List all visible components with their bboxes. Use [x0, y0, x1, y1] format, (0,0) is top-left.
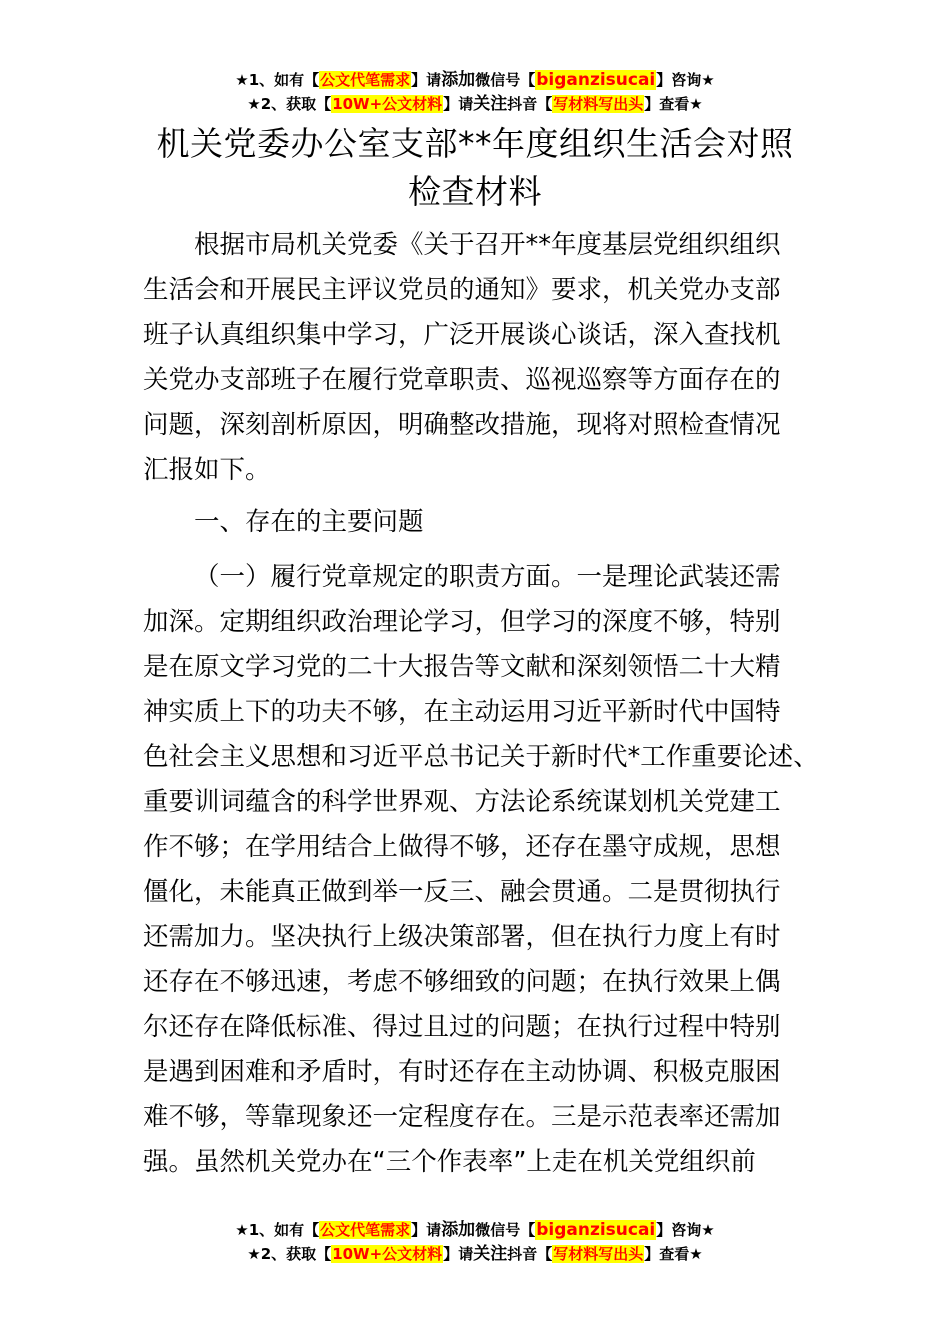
banner-line-2: ★2、获取【10W+公文材料】请关注抖音【写材料写出头】查看★ — [247, 1244, 703, 1264]
title-line: 机关党委办公室支部**年度组织生活会对照 — [156, 124, 794, 163]
text-line: 还需加力。坚决执行上级决策部署，但在执行力度上有时 — [143, 922, 781, 952]
text-line: 色社会主义思想和习近平总书记关于新时代*工作重要论述、 — [143, 742, 819, 772]
banner-line-1: ★1、如有【公文代笔需求】请添加微信号【biganzisucai】咨询★ — [235, 1220, 715, 1240]
bottom-banner — [0, 1218, 950, 1266]
banner-douyin-id: 写材料写出头 — [553, 1245, 644, 1263]
text-line: 生活会和开展民主评议党员的通知》要求，机关党办支部 — [143, 275, 781, 305]
title-line: 检查材料 — [408, 172, 542, 211]
banner-highlight: 10W+公文材料 — [332, 1245, 443, 1263]
text-line: 班子认真组织集中学习，广泛开展谈心谈话，深入查找机 — [143, 320, 781, 350]
text-line: 加深。定期组织政治理论学习，但学习的深度不够，特别 — [143, 607, 781, 637]
banner-douyin-id: 写材料写出头 — [553, 95, 644, 113]
problems-paragraph — [143, 555, 819, 1185]
banner-line-1: ★1、如有【公文代笔需求】请添加微信号【biganzisucai】咨询★ — [235, 70, 715, 90]
text-line: 作不够；在学用结合上做得不够，还存在墨守成规，思想 — [143, 832, 781, 862]
banner-highlight: 10W+公文材料 — [332, 95, 443, 113]
intro-paragraph — [143, 223, 808, 493]
text-line: 是遇到困难和矛盾时，有时还存在主动协调、积极克服困 — [143, 1057, 781, 1087]
text-line: 是在原文学习党的二十大报告等文献和深刻领悟二十大精 — [143, 652, 781, 682]
banner-wechat-id: biganzisucai — [536, 1220, 656, 1240]
banner-highlight: 公文代笔需求 — [320, 1221, 411, 1239]
text-line: 尔还存在降低标准、得过且过的问题；在执行过程中特别 — [143, 1012, 781, 1042]
text-line: 神实质上下的功夫不够，在主动运用习近平新时代中国特 — [143, 697, 781, 727]
text-line: 关党办支部班子在履行党章职责、巡视巡察等方面存在的 — [143, 365, 781, 395]
section-heading — [143, 500, 808, 545]
text-line: （一）履行党章规定的职责方面。一是理论武装还需 — [194, 562, 781, 592]
top-banner — [0, 68, 950, 116]
section-heading-text: 一、存在的主要问题 — [194, 507, 424, 537]
text-line: 强。虽然机关党办在“三个作表率”上走在机关党组织前 — [143, 1147, 756, 1177]
text-line: 问题，深刻剖析原因，明确整改措施，现将对照检查情况 — [143, 410, 781, 440]
text-line: 难不够，等靠现象还一定程度存在。三是示范表率还需加 — [143, 1102, 781, 1132]
text-line: 根据市局机关党委《关于召开**年度基层党组织组织 — [194, 230, 781, 260]
banner-line-2: ★2、获取【10W+公文材料】请关注抖音【写材料写出头】查看★ — [247, 94, 703, 114]
text-line: 汇报如下。 — [143, 455, 271, 485]
text-line: 重要训词蕴含的科学世界观、方法论系统谋划机关党建工 — [143, 787, 781, 817]
text-line: 僵化，未能真正做到举一反三、融会贯通。二是贯彻执行 — [143, 877, 781, 907]
text-line: 还存在不够迅速，考虑不够细致的问题；在执行效果上偶 — [143, 967, 781, 997]
banner-highlight: 公文代笔需求 — [320, 71, 411, 89]
banner-wechat-id: biganzisucai — [536, 70, 656, 90]
document-title — [100, 120, 850, 216]
